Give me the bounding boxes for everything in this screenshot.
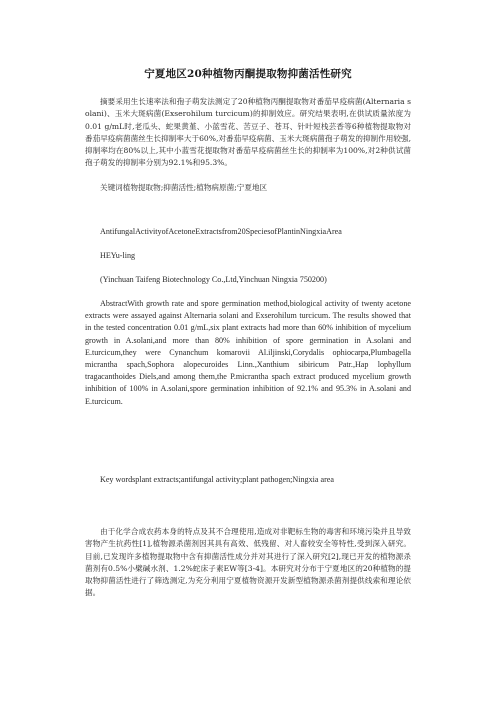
introduction-paragraph: 由于化学合成农药本身的特点及其不合理使用,造成对非靶标生物的毒害和环境污染并且导致害物产生抗药性[1],植物源杀菌剂因其具有高效、低残留、对人畜较安全等特性,受到深入研究。目前,已发现许多植物提取物中含有抑菌活性成分并对其进行了深入研究[2],现已开发的植物源杀菌剂有0.5%小檗碱水剂、1.2%蛇床子素EW等[3-4]。本研究对分布于宁夏地区的20种植物的提取物抑菌活性进行了筛选测定,为充分利用宁夏植物资源开发新型植物源杀菌剂提供线索和理论依据。 — [85, 527, 411, 598]
abstract-english: AbstractWith growth rate and spore germination method,biological activity of twenty acetone extracts were assayed against Alternaria solani and Exserohilum turcicum. The results showed that in the tested concentration 0.01 g/mL,six plant extracts had more than 60% inhibition of mycelium growth in A.solani,and more than 80% inhibition of spore germination in A.solani and E.turcicum,they were Cynanchum komarovii Al.iljinski,Corydalis ophiocarpa,Plumbagella micrantha spach,Sophora alopecuroides Linn.,Xanthium sibiricum Patr.,Hap lophyllum tragacanthoides Diels,and among them,the P.micrantha spach extract produced mycelium growth inhibition of 100% in A.solani,spore germination inhibition of 92.1% and 95.3% in A.solani and E.turcicum. — [85, 299, 411, 406]
author-affiliation: (Yinchuan Taifeng Biotechnology Co.,Ltd,Yinchuan Ningxia 750200) — [100, 275, 327, 284]
paper-title: 宁夏地区20种植物丙酮提取物抑菌活性研究 — [144, 68, 352, 80]
english-title: AntifungalActivityofAcetoneExtractsfrom20SpeciesofPlantinNingxiaArea — [100, 227, 342, 236]
keywords-english: Key wordsplant extracts;antifungal activity;plant pathogen;Ningxia area — [100, 475, 334, 484]
abstract-chinese: 摘要采用生长速率法和孢子萌发法测定了20种植物丙酮提取物对番茄早疫病菌(Alternaria solani)、玉米大斑病菌(Exserohilum turcicum)的抑制效应。研究结果表明,在供试质量浓度为0.01 g/mL时,老瓜头、蛇果黄堇、小蓝雪花、苦豆子、苍耳、针叶短栈芸香等6种植物提取物对番茄早疫病菌菌丝生长抑制率大于60%,对番茄早疫病菌、玉米大斑病菌孢子萌发的抑制作用较强,抑制率均在80%以上,其中小蓝雪花提取物对番茄早疫病菌丝生长的抑制率为100%,对2种供试菌孢子萌发的抑制率分别为92.1%和95.3%。 — [85, 97, 411, 168]
keywords-chinese: 关键词植物提取物;抑菌活性;植物病原菌;宁夏地区 — [100, 183, 268, 192]
author-name: HEYu-ling — [100, 251, 136, 260]
